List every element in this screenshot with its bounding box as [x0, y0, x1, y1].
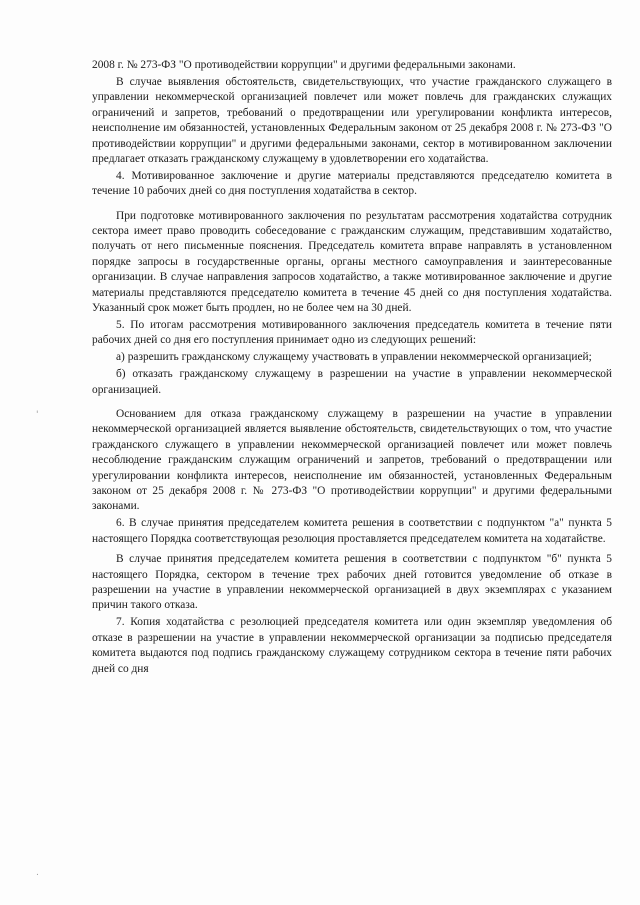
paragraph-item-4: 4. Мотивированное заключение и другие материалы представляются председателю комитета в течение 10 рабочих дней со дня поступления ходатайства в сектор.	[92, 169, 612, 198]
paragraph-item-7: 7. Копия ходатайства с резолюцией председателя комитета или один экземпляр уведомления об отказе в разрешении на участие в управлении некоммерческой организации за подписью председателя комитета выдаются под подпись гражданскому служащему сотрудником сектора в течение пяти рабочих дней со дня	[92, 616, 612, 675]
paragraph: В случае выявления обстоятельств, свидетельствующих, что участие гражданского служащего в управлении некоммерческой организацией повлечет или может повлечь для гражданских служащих ограничений и запретов, требований о предотвращении или урегулировании конфликта интересов, неисполнение им обязанностей, установленных Федеральным законом от 25 декабря 2008 г. № 273-ФЗ "О противодействии коррупции" и другими федеральными законами, сектор в мотивированном заключении предлагает отказать гражданскому служащему в удовлетворении его ходатайства.	[92, 75, 612, 165]
subitem-a: а) разрешить гражданскому служащему участвовать в управлении некоммерческой организацией;	[116, 351, 592, 364]
paragraph: В случае принятия председателем комитета решения в соответствии с подпунктом "б" пункта 5 настоящего Порядка, сектором в течение трех рабочих дней готовится уведомление об отказе в разрешении на участие в управлении некоммерческой организацией в двух экземплярах с указанием причин такого отказа.	[92, 553, 612, 612]
paragraph-item-5: 5. По итогам рассмотрения мотивированного заключения председатель комитета в течение пяти рабочих дней со дня его поступления принимает одно из следующих решений:	[92, 319, 612, 347]
paragraph: Основанием для отказа гражданскому служащему в разрешении на участие в управлении некоммерческой организацией является выявление обстоятельств, свидетельствующих о том, что участие гражданского служащего в управлении некоммерческой организацией повлечет или может повлечь несоблюдение гражданским служащим ограничений и запретов, требований о предотвращении или урегулировании конфликта интересов, неисполнение им обязанностей, установленных Федеральным законом от 25 декабря 2008 г. № 273-ФЗ "О противодействии коррупции" и другими федеральными законами.	[92, 408, 612, 513]
paragraph: При подготовке мотивированного заключения по результатам рассмотрения ходатайства сотрудник сектора имеет право проводить собеседование с гражданским служащим, представившим ходатайство, получать от него письменные пояснения. Председатель комитета вправе направлять в установленном порядке запросы в государственные органы, органы местного самоуправления и заинтересованные организации. В случае направления запросов ходатайство, а также мотивированное заключение и другие материалы представляются председателю комитета в течение 45 дней со дня поступления ходатайства. Указанный срок может быть продлен, но не более чем на 30 дней.	[92, 209, 612, 315]
paragraph-item-6: 6. В случае принятия председателем комитета решения в соответствии с подпунктом "а" пункта 5 настоящего Порядка соответствующая резолюция проставляется председателем комитета на ходатайстве.	[92, 517, 612, 545]
subitem-b: б) отказать гражданскому служащему в разрешении на участие в управлении некоммерческой организацией.	[92, 368, 612, 396]
scan-mark: '	[36, 410, 39, 420]
paragraph-continuation: 2008 г. № 273-ФЗ "О противодействии коррупции" и другими федеральными законами.	[92, 59, 516, 71]
document-body	[92, 58, 612, 678]
scan-mark: .	[36, 868, 39, 878]
